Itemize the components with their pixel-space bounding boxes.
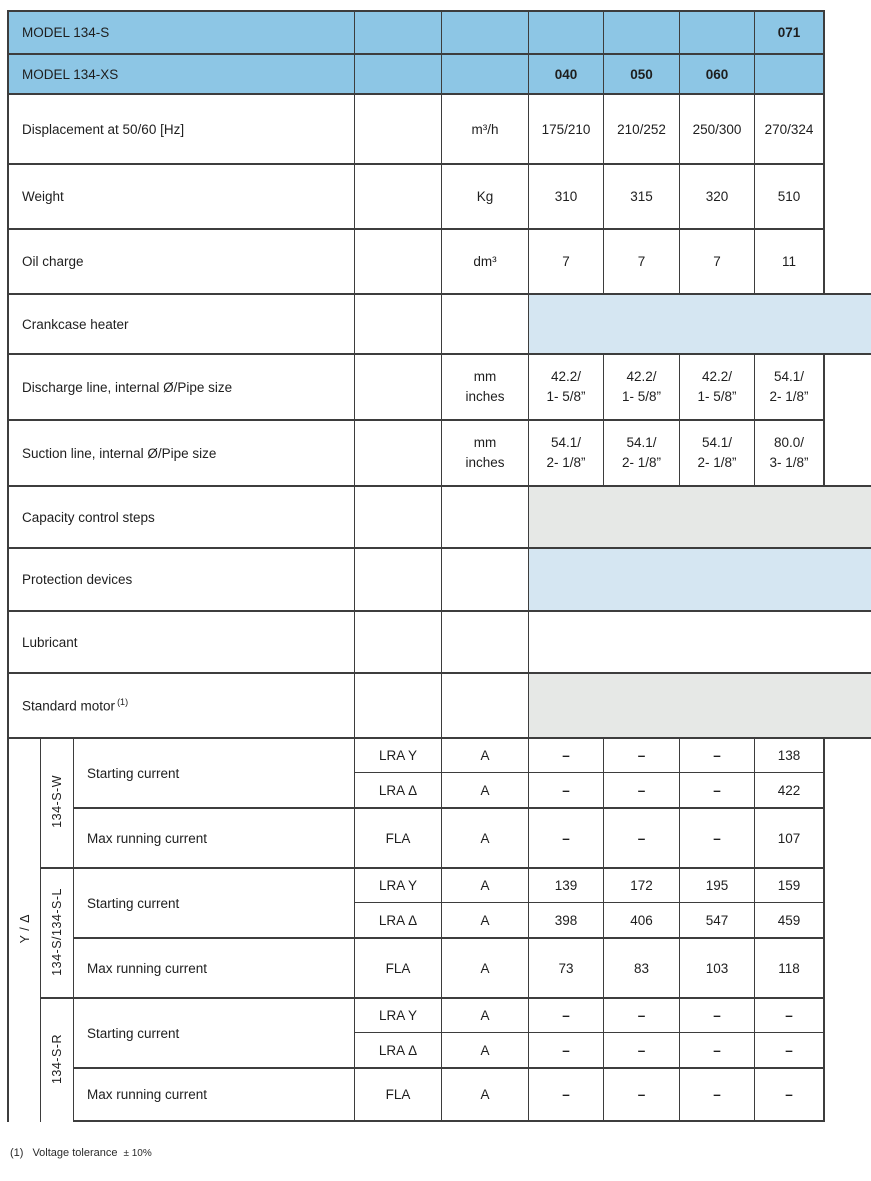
value-cell: 195 [679,867,754,902]
value-cell: – [528,807,603,867]
value-cell: – [679,1032,754,1067]
param-cell: LRA Y [354,867,441,902]
value-cell: – [603,737,679,772]
empty-cell [354,672,441,737]
value-cell: – [603,997,679,1032]
standard-motor-band-extension [825,672,871,737]
footnote-text: Voltage tolerance [32,1147,118,1159]
value-cell: 315 [603,163,679,228]
param-cell: LRA Y [354,737,441,772]
model-size-cell-071: 071 [754,10,825,53]
value-cell: 139 [528,867,603,902]
empty-cell [354,163,441,228]
value-cell: 11 [754,228,825,293]
value-cell: – [528,737,603,772]
row-crankcase-heater [7,293,825,353]
model-group-134sw: 134-S-W [40,737,73,867]
row-label: Weight [7,163,354,228]
param-cell: LRA Δ [354,902,441,937]
empty-cell [354,293,441,353]
model-size-cell [603,10,679,53]
row-134sl-lra-y [7,867,825,902]
value-cell: 250/300 [679,93,754,163]
row-discharge-line [7,353,825,419]
value-cell: 54.1/ 2- 1/8” [528,419,603,485]
param-cell: FLA [354,937,441,997]
value-cell: 54.1/ 2- 1/8” [679,419,754,485]
value-cell: 320 [679,163,754,228]
row-suction-line [7,419,825,485]
capacity-band-extension [825,485,871,547]
starting-current-label: Starting current [73,997,354,1067]
value-cell: – [679,997,754,1032]
header-empty-cell [441,53,528,93]
row-label: Oil charge [7,228,354,293]
empty-cell [441,672,528,737]
row-134sw-fla [7,807,825,867]
value-cell: – [603,1067,679,1122]
row-label: Crankcase heater [7,293,354,353]
value-cell: 310 [528,163,603,228]
value-cell: 54.1/ 2- 1/8” [754,353,825,419]
empty-cell [441,293,528,353]
footnote-marker: (1) [10,1147,24,1159]
band-border-line [825,610,871,612]
value-cell: – [528,997,603,1032]
band-border-line [825,547,871,549]
unit-cell: A [441,1067,528,1122]
empty-cell [354,228,441,293]
value-cell: 210/252 [603,93,679,163]
unit-cell: A [441,737,528,772]
empty-cell [354,485,441,547]
header-empty-cell [354,10,441,53]
starting-current-label: Starting current [73,867,354,937]
row-weight [7,163,825,228]
empty-cell [354,547,441,610]
unit-cell: Kg [441,163,528,228]
lubricant-band [528,610,825,672]
model-size-cell [679,10,754,53]
unit-cell: A [441,807,528,867]
row-134sr-fla [7,1067,825,1122]
value-cell: 103 [679,937,754,997]
row-displacement [7,93,825,163]
header-empty-cell [754,53,825,93]
footnote [10,1147,152,1159]
unit-cell: mm inches [441,419,528,485]
param-cell: FLA [354,1067,441,1122]
model-size-cell-050: 050 [603,53,679,93]
value-cell: – [679,1067,754,1122]
band-border-line [825,672,871,674]
param-cell: LRA Δ [354,1032,441,1067]
unit-cell: A [441,867,528,902]
row-capacity-control [7,485,825,547]
value-cell: 7 [603,228,679,293]
empty-cell [354,610,441,672]
footnote-ref: (1) [117,697,129,708]
crankcase-band-extension [825,293,871,353]
value-cell: 42.2/ 1- 5/8” [603,353,679,419]
model-group-134s-134sl: 134-S/134-S-L [40,867,73,997]
value-cell: 159 [754,867,825,902]
row-label: Standard motor $^{(1)}$ [7,672,354,737]
value-cell: – [754,1032,825,1067]
value-cell: 422 [754,772,825,807]
unit-cell: dm³ [441,228,528,293]
param-cell: LRA Y [354,997,441,1032]
value-cell: – [603,772,679,807]
value-cell: 7 [679,228,754,293]
value-cell: 398 [528,902,603,937]
unit-cell: A [441,1032,528,1067]
header-row-134s [7,10,825,53]
value-cell: – [754,997,825,1032]
model-size-cell-060: 060 [679,53,754,93]
band-border-line [825,485,871,487]
value-cell: 175/210 [528,93,603,163]
row-label: Capacity control steps [7,485,354,547]
starting-current-label: Starting current [73,737,354,807]
value-cell: – [679,737,754,772]
band-border-line [825,737,871,739]
y-delta-label: Y / Δ [17,914,32,944]
value-cell: 138 [754,737,825,772]
specification-table [7,10,825,1122]
unit-cell: A [441,937,528,997]
value-cell: – [603,807,679,867]
row-oil-charge [7,228,825,293]
band-border-line [825,353,871,355]
axis-label-cell [7,737,40,1122]
protection-devices-band [528,547,825,610]
value-cell: – [754,1067,825,1122]
value-cell: – [528,772,603,807]
row-134sw-lra-y [7,737,825,772]
max-running-current-label: Max running current [73,807,354,867]
max-running-current-label: Max running current [73,1067,354,1122]
param-cell: FLA [354,807,441,867]
value-cell: – [603,1032,679,1067]
value-cell: 42.2/ 1- 5/8” [679,353,754,419]
model-group-134sr: 134-S-R [40,997,73,1122]
empty-cell [354,353,441,419]
row-label: Lubricant [7,610,354,672]
unit-cell: m³/h [441,93,528,163]
row-label: Discharge line, internal Ø/Pipe size [7,353,354,419]
empty-cell [441,485,528,547]
value-cell: 270/324 [754,93,825,163]
crankcase-heater-band [528,293,825,353]
value-cell: 83 [603,937,679,997]
value-cell: 80.0/ 3- 1/8” [754,419,825,485]
band-border-line [825,293,871,295]
value-cell: – [679,807,754,867]
unit-cell: A [441,772,528,807]
row-label: Suction line, internal Ø/Pipe size [7,419,354,485]
header-empty-cell [441,10,528,53]
value-cell: – [528,1067,603,1122]
unit-cell: mm inches [441,353,528,419]
unit-cell: A [441,902,528,937]
value-cell: – [679,772,754,807]
model-134xs-label: MODEL 134-XS [7,53,354,93]
row-134sr-lra-y [7,997,825,1032]
value-cell: 510 [754,163,825,228]
unit-cell: A [441,997,528,1032]
value-cell: 459 [754,902,825,937]
value-cell: 54.1/ 2- 1/8” [603,419,679,485]
value-cell: 118 [754,937,825,997]
value-cell: 42.2/ 1- 5/8” [528,353,603,419]
row-lubricant [7,610,825,672]
value-cell: 172 [603,867,679,902]
empty-cell [354,419,441,485]
row-134sl-fla [7,937,825,997]
value-cell: – [528,1032,603,1067]
value-cell: 406 [603,902,679,937]
row-standard-motor [7,672,825,737]
row-protection-devices [7,547,825,610]
empty-cell [441,547,528,610]
empty-cell [441,610,528,672]
model-134s-label: MODEL 134-S [7,10,354,53]
param-cell: LRA Δ [354,772,441,807]
standard-motor-band [528,672,825,737]
empty-cell [354,93,441,163]
model-size-cell [528,10,603,53]
capacity-control-band [528,485,825,547]
value-cell: 73 [528,937,603,997]
header-empty-cell [354,53,441,93]
max-running-current-label: Max running current [73,937,354,997]
value-cell: 107 [754,807,825,867]
value-cell: 7 [528,228,603,293]
value-cell: 547 [679,902,754,937]
model-size-cell-040: 040 [528,53,603,93]
header-row-134xs [7,53,825,93]
row-label: Protection devices [7,547,354,610]
footnote-tolerance: ± 10% [123,1148,152,1159]
row-label: Displacement at 50/60 [Hz] [7,93,354,163]
protection-band-extension [825,547,871,610]
